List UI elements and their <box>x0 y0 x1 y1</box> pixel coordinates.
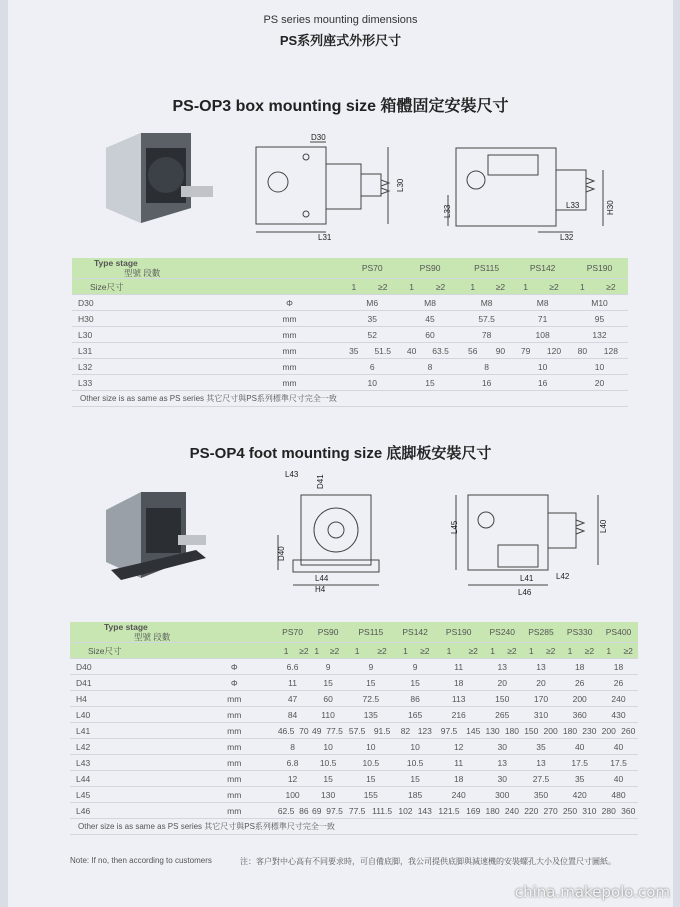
op3-dimension-table <box>72 258 628 407</box>
row-name: L46 <box>70 803 194 819</box>
row-unit: mm <box>236 327 344 343</box>
table-cell: 6.6 <box>275 659 311 675</box>
op4-model-header: PS90 <box>310 622 346 643</box>
table-cell: 108 <box>514 327 571 343</box>
op4-model-header: PS285 <box>522 622 561 643</box>
stage-1: 1 <box>599 643 618 659</box>
table-cell: 40 <box>599 771 638 787</box>
table-cell: 169 <box>464 803 483 819</box>
header-title-zh: PS系列座式外形尺寸 <box>279 33 402 48</box>
table-cell: 200 <box>541 723 560 739</box>
op3-model-header: PS190 <box>571 258 628 279</box>
table-cell: 10.5 <box>310 755 346 771</box>
stage-1: 1 <box>401 279 422 295</box>
row-name: D41 <box>70 675 194 691</box>
table-cell: 100 <box>275 787 311 803</box>
row-name: L40 <box>70 707 194 723</box>
row-name: L32 <box>72 359 236 375</box>
op4-l41-label: L41 <box>520 574 534 583</box>
table-cell: 77.5 <box>323 723 346 739</box>
op4-model-header: PS330 <box>560 622 599 643</box>
table-cell: 57.5 <box>346 723 369 739</box>
table-cell: 63.5 <box>422 343 459 359</box>
op4-drawing-side <box>438 485 618 600</box>
op4-l42-label: L42 <box>556 572 570 581</box>
op4-product-photo <box>96 480 216 590</box>
row-unit: mm <box>236 359 344 375</box>
row-name: L45 <box>70 787 194 803</box>
table-cell: 30 <box>483 739 522 755</box>
table-cell: 8 <box>401 359 459 375</box>
table-cell: 128 <box>594 343 628 359</box>
op4-l44-label: L44 <box>315 574 329 583</box>
row-unit: mm <box>194 787 275 803</box>
op4-drawing-front <box>273 465 383 595</box>
table-cell: 300 <box>483 787 522 803</box>
table-cell: 20 <box>483 675 522 691</box>
table-row <box>72 327 628 343</box>
op3-l31-label: L31 <box>318 233 332 242</box>
row-name: L44 <box>70 771 194 787</box>
stage-1: 1 <box>275 643 298 659</box>
table-cell: 9 <box>346 659 396 675</box>
row-unit: mm <box>194 723 275 739</box>
table-cell: 72.5 <box>346 691 396 707</box>
row-name: L42 <box>70 739 194 755</box>
op3-model-header: PS142 <box>514 258 571 279</box>
table-cell: 230 <box>580 723 599 739</box>
table-cell: 165 <box>396 707 435 723</box>
table-cell: 46.5 <box>275 723 298 739</box>
op3-l33-label: L33 <box>443 204 452 218</box>
op4-dimension-table <box>70 622 638 835</box>
row-name: H30 <box>72 311 236 327</box>
table-cell: 91.5 <box>368 723 395 739</box>
op4-model-header: PS400 <box>599 622 638 643</box>
table-cell: M8 <box>514 295 571 311</box>
stage-2: ≥2 <box>464 643 483 659</box>
op4-body <box>70 659 638 819</box>
table-cell: 97.5 <box>434 723 463 739</box>
table-cell: 11 <box>434 755 482 771</box>
table-cell: 15 <box>346 771 396 787</box>
stage-2: ≥2 <box>422 279 459 295</box>
table-row <box>72 311 628 327</box>
stage-2: ≥2 <box>323 643 346 659</box>
stage-2: ≥2 <box>364 279 401 295</box>
table-cell: 17.5 <box>599 755 638 771</box>
table-cell: 13 <box>522 659 561 675</box>
table-cell: 13 <box>483 755 522 771</box>
table-row <box>70 771 638 787</box>
table-cell: 13 <box>483 659 522 675</box>
table-row <box>70 739 638 755</box>
table-cell: 170 <box>522 691 561 707</box>
row-name: D40 <box>70 659 194 675</box>
table-row <box>72 295 628 311</box>
table-cell: 17.5 <box>560 755 599 771</box>
table-cell: 90 <box>487 343 515 359</box>
stage-1: 1 <box>459 279 487 295</box>
row-unit: mm <box>236 343 344 359</box>
op3-type-stage-cell <box>72 258 343 279</box>
table-cell: 15 <box>396 675 435 691</box>
table-row <box>70 755 638 771</box>
stage-2: ≥2 <box>297 643 310 659</box>
table-cell: 20 <box>522 675 561 691</box>
op3-product-photo <box>86 118 216 228</box>
table-cell: 240 <box>599 691 638 707</box>
table-cell: 35 <box>522 739 561 755</box>
table-cell: 60 <box>310 691 346 707</box>
table-cell: 150 <box>483 691 522 707</box>
row-unit: mm <box>194 739 275 755</box>
table-cell: 10 <box>514 359 571 375</box>
op3-l30-label: L30 <box>396 178 405 192</box>
table-cell: 15 <box>401 375 459 391</box>
table-cell: 10.5 <box>346 755 396 771</box>
table-cell: 35 <box>343 343 364 359</box>
table-cell: 18 <box>434 675 482 691</box>
table-cell: 82 <box>396 723 415 739</box>
row-unit: mm <box>236 375 344 391</box>
table-cell: 123 <box>415 723 434 739</box>
op3-model-header: PS115 <box>459 258 514 279</box>
table-cell: 121.5 <box>434 803 463 819</box>
table-cell: 102 <box>396 803 415 819</box>
table-cell: 240 <box>434 787 482 803</box>
op3-h30-label: H30 <box>606 200 615 215</box>
row-unit: Φ <box>194 675 275 691</box>
row-name: L33 <box>72 375 236 391</box>
table-cell: 145 <box>464 723 483 739</box>
op3-footer: Other size is as same as PS series 其它尺寸與PS系列標準尺寸完全一致 <box>72 391 628 407</box>
table-cell: 77.5 <box>346 803 369 819</box>
table-cell: 310 <box>522 707 561 723</box>
stage-1: 1 <box>434 643 463 659</box>
table-cell: 45 <box>401 311 459 327</box>
header-title-en: PS series mounting dimensions <box>263 14 418 26</box>
stage-2: ≥2 <box>618 643 638 659</box>
op4-model-header: PS240 <box>483 622 522 643</box>
table-row <box>70 707 638 723</box>
table-cell: 12 <box>434 739 482 755</box>
row-name: D30 <box>72 295 236 311</box>
table-cell: 18 <box>434 771 482 787</box>
table-cell: 11 <box>434 659 482 675</box>
table-cell: 15 <box>346 675 396 691</box>
op4-model-header: PS115 <box>346 622 396 643</box>
op4-l43-label: L43 <box>285 470 299 479</box>
table-cell: 180 <box>483 803 502 819</box>
table-row <box>70 803 638 819</box>
table-cell: 84 <box>275 707 311 723</box>
table-cell: 260 <box>618 723 638 739</box>
table-cell: 130 <box>310 787 346 803</box>
table-cell: 6 <box>343 359 401 375</box>
table-cell: 18 <box>560 659 599 675</box>
table-cell: M8 <box>459 295 514 311</box>
op3-heading: PS-OP3 box mounting size 箱體固定安裝尺寸 <box>172 98 509 115</box>
op4-type-stage-cell <box>70 622 275 643</box>
table-cell: 150 <box>522 723 541 739</box>
table-cell: 10 <box>346 739 396 755</box>
table-cell: 47 <box>275 691 311 707</box>
row-unit: mm <box>194 755 275 771</box>
table-cell: 270 <box>541 803 560 819</box>
table-cell: 10 <box>396 739 435 755</box>
table-cell: 95 <box>571 311 628 327</box>
table-cell: 49 <box>310 723 323 739</box>
stage-1: 1 <box>310 643 323 659</box>
table-row <box>72 359 628 375</box>
op4-model-header: PS142 <box>396 622 435 643</box>
stage-2: ≥2 <box>594 279 628 295</box>
table-cell: 15 <box>310 675 346 691</box>
op4-l45-label: L45 <box>450 520 459 534</box>
table-cell: 18 <box>599 659 638 675</box>
table-cell: 280 <box>599 803 618 819</box>
table-cell: 430 <box>599 707 638 723</box>
stage-2: ≥2 <box>580 643 599 659</box>
row-unit: Φ <box>236 295 344 311</box>
catalog-page <box>8 0 673 907</box>
table-cell: 97.5 <box>323 803 346 819</box>
op4-footer: Other size is as same as PS series 其它尺寸與PS系列標準尺寸完全一致 <box>70 819 638 835</box>
table-row <box>70 787 638 803</box>
op4-model-header: PS190 <box>434 622 482 643</box>
table-cell: 120 <box>537 343 571 359</box>
table-cell: 13 <box>522 755 561 771</box>
op3-d30-label: D30 <box>311 133 326 142</box>
table-cell: 11 <box>275 675 311 691</box>
op3-model-header: PS70 <box>343 258 401 279</box>
table-cell: 200 <box>599 723 618 739</box>
bottom-note-en: Note: If no, then according to customers <box>70 856 212 865</box>
op3-body <box>72 295 628 391</box>
op3-l33b-label: L33 <box>566 201 580 210</box>
table-cell: 56 <box>459 343 487 359</box>
op3-type-stage-zh: 型號 段數 <box>124 268 161 278</box>
table-cell: 26 <box>599 675 638 691</box>
row-name: L31 <box>72 343 236 359</box>
stage-2: ≥2 <box>368 643 395 659</box>
table-cell: 360 <box>560 707 599 723</box>
table-cell: 216 <box>434 707 482 723</box>
table-cell: 57.5 <box>459 311 514 327</box>
table-cell: 310 <box>580 803 599 819</box>
table-cell: 250 <box>560 803 579 819</box>
stage-1: 1 <box>522 643 541 659</box>
table-cell: 110 <box>310 707 346 723</box>
table-cell: 9 <box>310 659 346 675</box>
op4-type-stage: Type stage <box>104 622 148 632</box>
table-row <box>70 675 638 691</box>
op3-drawing-front <box>248 132 428 244</box>
op3-model-header: PS90 <box>401 258 459 279</box>
table-cell: 15 <box>310 771 346 787</box>
table-cell: 200 <box>560 691 599 707</box>
table-row <box>72 343 628 359</box>
table-cell: 10.5 <box>396 755 435 771</box>
table-cell: 27.5 <box>522 771 561 787</box>
op4-type-stage-zh: 型號 段數 <box>134 632 171 642</box>
op3-type-stage: Type stage <box>94 258 138 268</box>
table-cell: 40 <box>560 739 599 755</box>
table-cell: 51.5 <box>364 343 401 359</box>
stage-1: 1 <box>343 279 364 295</box>
table-cell: 78 <box>459 327 514 343</box>
table-row <box>70 691 638 707</box>
table-cell: 26 <box>560 675 599 691</box>
table-cell: 420 <box>560 787 599 803</box>
table-cell: 265 <box>483 707 522 723</box>
table-cell: 35 <box>560 771 599 787</box>
op4-d40-label: D40 <box>277 546 286 561</box>
table-cell: 240 <box>502 803 521 819</box>
table-cell: 130 <box>483 723 502 739</box>
row-unit: mm <box>194 771 275 787</box>
stage-2: ≥2 <box>541 643 560 659</box>
stage-1: 1 <box>396 643 415 659</box>
stage-1: 1 <box>514 279 537 295</box>
table-row <box>70 659 638 675</box>
stage-2: ≥2 <box>487 279 515 295</box>
table-cell: 155 <box>346 787 396 803</box>
table-cell: 16 <box>459 375 514 391</box>
row-unit: mm <box>194 691 275 707</box>
stage-1: 1 <box>560 643 579 659</box>
op4-l40-label: L40 <box>599 519 608 533</box>
stage-2: ≥2 <box>415 643 434 659</box>
table-cell: 8 <box>459 359 514 375</box>
table-cell: 40 <box>401 343 422 359</box>
op4-l46-label: L46 <box>518 588 532 597</box>
op4-size-label: Size尺寸 <box>70 643 275 659</box>
row-name: L41 <box>70 723 194 739</box>
bottom-note-zh: 注：客户對中心高有不同要求時，可自備底脚，我公司提供底脚與減速機的安裝螺孔大小及位置尺寸圖紙。 <box>240 857 616 866</box>
table-cell: 180 <box>502 723 521 739</box>
table-row <box>70 723 638 739</box>
table-cell: 70 <box>297 723 310 739</box>
stage-2: ≥2 <box>537 279 571 295</box>
table-cell: 9 <box>396 659 435 675</box>
table-cell: 86 <box>297 803 310 819</box>
row-name: L43 <box>70 755 194 771</box>
table-cell: 16 <box>514 375 571 391</box>
table-cell: M10 <box>571 295 628 311</box>
table-cell: 86 <box>396 691 435 707</box>
table-cell: 132 <box>571 327 628 343</box>
table-cell: 40 <box>599 739 638 755</box>
table-cell: 10 <box>310 739 346 755</box>
table-cell: 113 <box>434 691 482 707</box>
table-cell: 143 <box>415 803 434 819</box>
table-cell: 71 <box>514 311 571 327</box>
row-name: H4 <box>70 691 194 707</box>
table-cell: 79 <box>514 343 537 359</box>
op3-drawing-side <box>438 140 618 245</box>
op3-l32-label: L32 <box>560 233 574 242</box>
op4-stage-row <box>70 643 638 659</box>
table-row <box>72 375 628 391</box>
stage-2: ≥2 <box>502 643 521 659</box>
table-cell: 185 <box>396 787 435 803</box>
op4-model-header: PS70 <box>275 622 311 643</box>
op4-h4-label: H4 <box>315 585 326 594</box>
table-cell: M8 <box>401 295 459 311</box>
table-cell: 80 <box>571 343 594 359</box>
table-cell: 180 <box>560 723 579 739</box>
table-cell: 69 <box>310 803 323 819</box>
table-cell: 350 <box>522 787 561 803</box>
table-cell: 52 <box>343 327 401 343</box>
op4-d41-label: D41 <box>316 474 325 489</box>
table-cell: 20 <box>571 375 628 391</box>
table-cell: 6.8 <box>275 755 311 771</box>
op4-heading: PS-OP4 foot mounting size 底脚板安裝尺寸 <box>189 445 492 462</box>
table-cell: 62.5 <box>275 803 298 819</box>
table-cell: 360 <box>618 803 638 819</box>
table-cell: 10 <box>343 375 401 391</box>
row-unit: mm <box>194 803 275 819</box>
stage-1: 1 <box>483 643 502 659</box>
table-cell: 15 <box>396 771 435 787</box>
row-unit: Φ <box>194 659 275 675</box>
table-cell: 8 <box>275 739 311 755</box>
stage-1: 1 <box>571 279 594 295</box>
op3-size-label: Size尺寸 <box>72 279 343 295</box>
row-unit: mm <box>236 311 344 327</box>
table-cell: 480 <box>599 787 638 803</box>
table-cell: 111.5 <box>368 803 395 819</box>
table-cell: 60 <box>401 327 459 343</box>
table-cell: M6 <box>343 295 401 311</box>
table-cell: 135 <box>346 707 396 723</box>
table-cell: 30 <box>483 771 522 787</box>
table-cell: 220 <box>522 803 541 819</box>
table-cell: 35 <box>343 311 401 327</box>
table-cell: 10 <box>571 359 628 375</box>
table-cell: 12 <box>275 771 311 787</box>
row-unit: mm <box>194 707 275 723</box>
stage-1: 1 <box>346 643 369 659</box>
watermark: china.makepolo.com <box>514 883 670 901</box>
row-name: L30 <box>72 327 236 343</box>
